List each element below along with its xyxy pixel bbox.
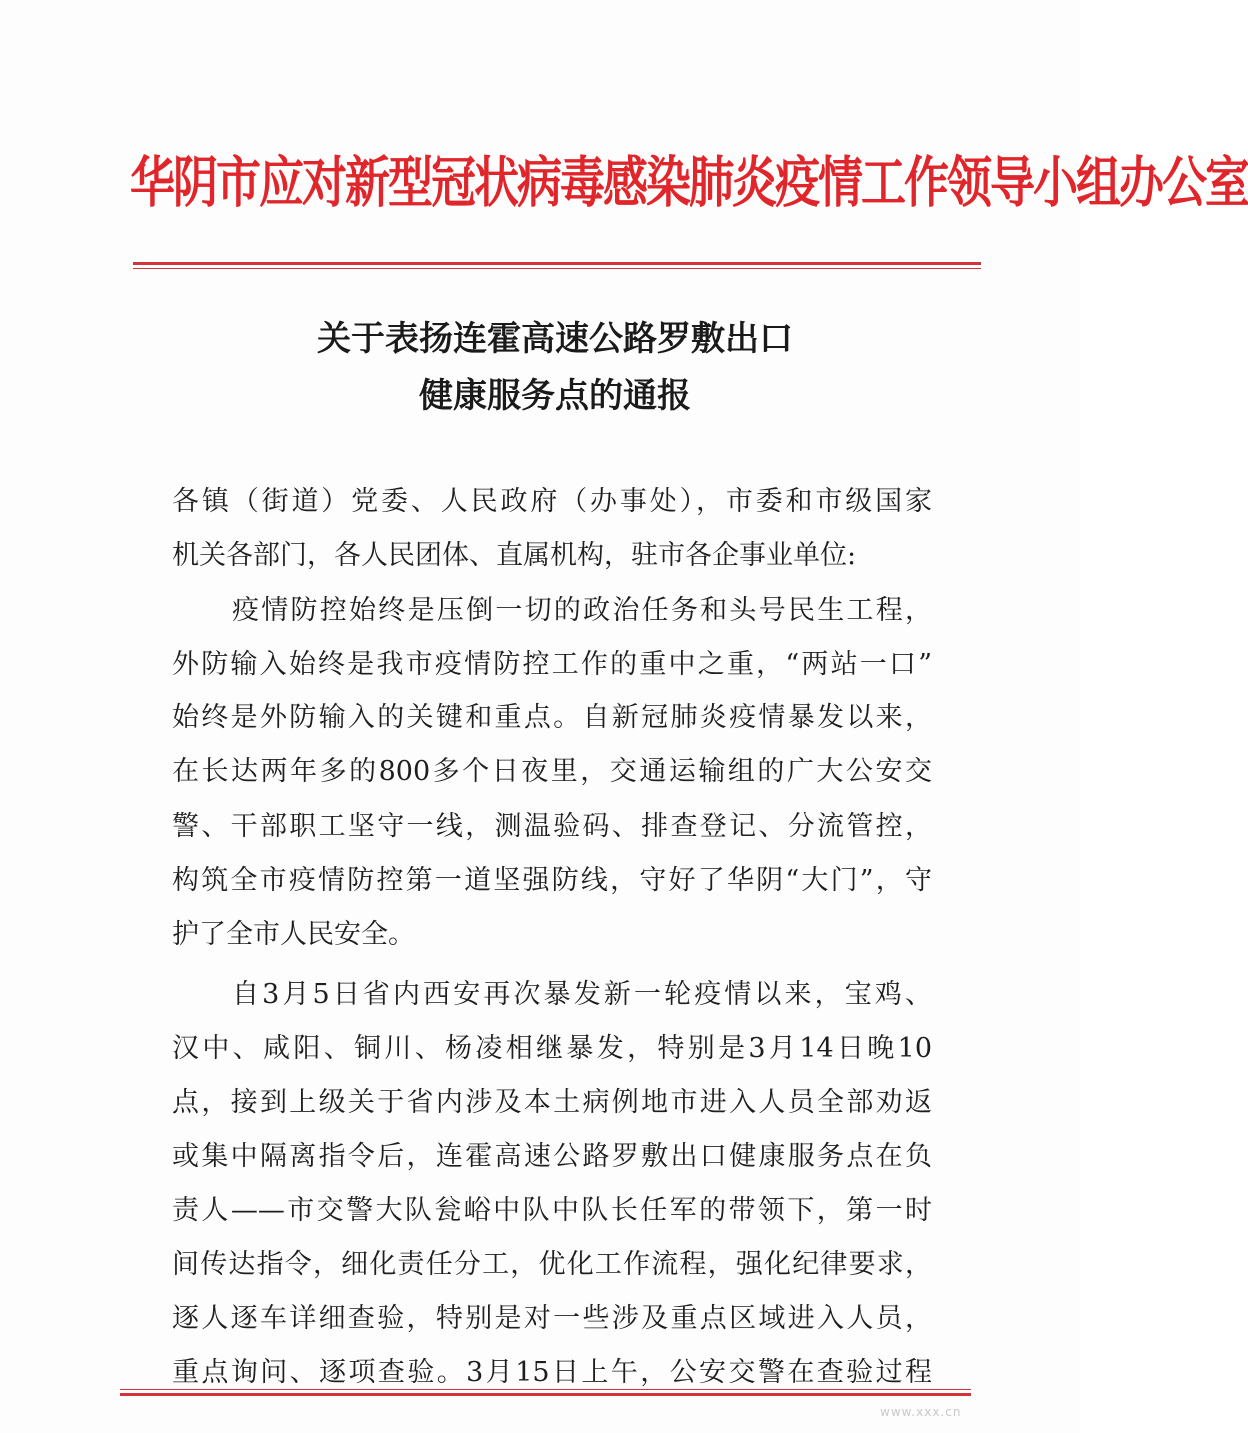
document-title-line-2: 健康服务点的通报	[419, 376, 691, 416]
header-divider-thin	[133, 268, 981, 269]
body-line: 疫情防控始终是压倒一切的政治任务和头号民生工程，	[232, 595, 932, 626]
body-line: 构筑全市疫情防控第一道坚强防线，守好了华阴“大门”，守	[172, 865, 932, 896]
body-line: 间传达指令，细化责任分工，优化工作流程，强化纪律要求，	[172, 1249, 932, 1280]
body-line: 各镇（街道）党委、人民政府（办事处），市委和市级国家	[172, 486, 932, 517]
document-title-line-1: 关于表扬连霍高速公路罗敷出口	[317, 319, 793, 359]
body-line: 警、干部职工坚守一线，测温验码、排查登记、分流管控，	[172, 811, 932, 842]
footer-divider-thin	[120, 1389, 971, 1390]
issuing-office-header: 华阴市应对新型冠状病毒感染肺炎疫情工作领导小组办公室	[130, 150, 1248, 215]
body-line: 重点询问、逐项查验。3月15日上午，公安交警在查验过程	[172, 1357, 932, 1388]
body-line: 机关各部门，各人民团体、直属机构，驻市各企事业单位:	[172, 540, 857, 571]
body-line: 汉中、咸阳、铜川、杨凌相继暴发，特别是3月14日晚10	[172, 1033, 932, 1064]
body-line: 外防输入始终是我市疫情防控工作的重中之重，“两站一口”	[172, 649, 932, 680]
body-line: 逐人逐车详细查验，特别是对一些涉及重点区域进入人员，	[172, 1303, 932, 1334]
header-divider-thick	[133, 262, 981, 265]
body-line: 责人——市交警大队瓮峪中队中队长任军的带领下，第一时	[172, 1195, 932, 1226]
body-line: 点，接到上级关于省内涉及本土病例地市进入人员全部劝返	[172, 1087, 932, 1118]
body-line: 始终是外防输入的关键和重点。自新冠肺炎疫情暴发以来，	[172, 702, 932, 733]
watermark: www.xxx.cn	[880, 1405, 962, 1419]
body-line: 护了全市人民安全。	[172, 919, 415, 950]
footer-divider-thick	[120, 1393, 971, 1396]
body-line: 或集中隔离指令后，连霍高速公路罗敷出口健康服务点在负	[172, 1141, 932, 1172]
body-line: 自3月5日省内西安再次暴发新一轮疫情以来，宝鸡、	[232, 979, 932, 1010]
body-line: 在长达两年多的800多个日夜里，交通运输组的广大公安交	[172, 756, 932, 787]
